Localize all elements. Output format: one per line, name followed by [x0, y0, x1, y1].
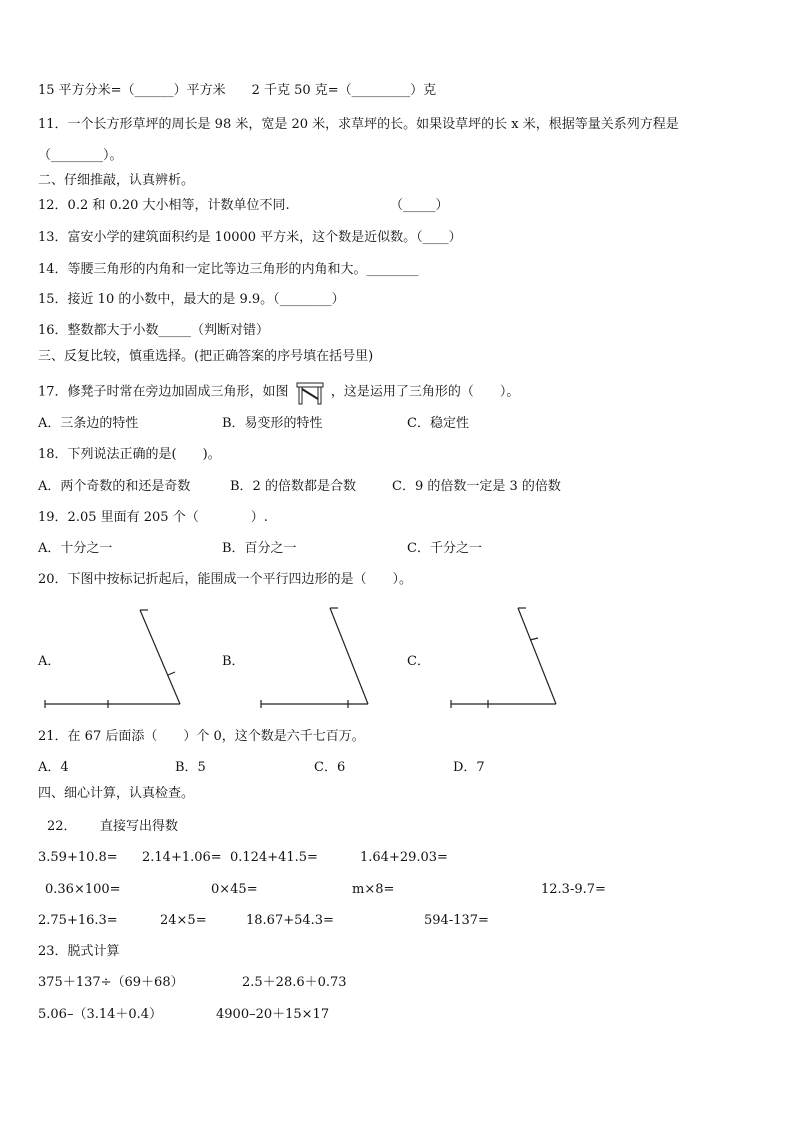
q20-option-b: B． [222, 654, 245, 669]
question-12-answer: （_____） [390, 198, 449, 213]
figure-b [258, 600, 378, 715]
calc-item: 2.75+16.3= [38, 913, 118, 928]
q21-option-c: C．6 [314, 760, 346, 775]
calc-item: 375＋137÷（69＋68） [38, 975, 184, 990]
question-12: 12．0.2 和 0.20 大小相等，计数单位不同. [38, 198, 290, 213]
q19-option-a: A．十分之一 [38, 541, 113, 556]
calc-item: 0×45= [211, 882, 258, 897]
calc-item: m×8= [352, 882, 395, 897]
calc-item: 594-137= [424, 913, 489, 928]
q19-option-c: C．千分之一 [407, 541, 482, 556]
question-19: 19．2.05 里面有 205 个（ ）. [38, 510, 268, 525]
q18-option-a: A．两个奇数的和还是奇数 [38, 479, 191, 494]
figure-a [40, 600, 200, 715]
question-line: 15 平方分米=（______）平方米 2 千克 50 克=（_________）克 [38, 83, 437, 98]
calc-item: 0.124+41.5= [230, 850, 318, 865]
question-21: 21．在 67 后面添（ ）个 0，这个数是六千七百万。 [38, 729, 365, 744]
question-17-text-b: ，这是运用了三角形的（ ）。 [330, 384, 520, 400]
calc-item: 2.14+1.06= [142, 850, 222, 865]
q19-option-b: B．百分之一 [222, 541, 297, 556]
calc-item: 12.3-9.7= [541, 882, 606, 897]
question-14: 14．等腰三角形的内角和一定比等边三角形的内角和大。________ [38, 262, 419, 277]
calc-item: 2.5＋28.6＋0.73 [242, 975, 347, 990]
q17-option-c: C．稳定性 [407, 416, 469, 431]
question-22-number: 22． [47, 819, 77, 834]
q17-option-b: B．易变形的特性 [222, 416, 323, 431]
q21-option-d: D．7 [453, 760, 485, 775]
q17-option-a: A．三条边的特性 [38, 416, 139, 431]
calc-item: 24×5= [160, 913, 207, 928]
question-11-answer: （________）。 [38, 148, 123, 163]
calc-item: 1.64+29.03= [360, 850, 448, 865]
calc-item: 0.36×100= [45, 882, 121, 897]
calc-item: 3.59+10.8= [38, 850, 118, 865]
q18-option-b: B．2 的倍数都是合数 [230, 479, 356, 494]
question-23: 23．脱式计算 [38, 944, 120, 959]
question-15: 15．接近 10 的小数中，最大的是 9.9。（________） [38, 292, 345, 307]
calc-item: 5.06–（3.14＋0.4） [38, 1007, 163, 1022]
calc-item: 18.67+54.3= [246, 913, 334, 928]
section-heading-4: 四、细心计算，认真检查。 [38, 786, 195, 801]
question-18: 18．下列说法正确的是( )。 [38, 447, 221, 462]
q18-option-c: C．9 的倍数一定是 3 的倍数 [392, 479, 561, 494]
q21-option-b: B．5 [175, 760, 206, 775]
question-16: 16．整数都大于小数_____（判断对错） [38, 323, 270, 338]
question-13: 13．富安小学的建筑面积约是 10000 平方米，这个数是近似数。（____） [38, 230, 462, 245]
question-11: 11．一个长方形草坪的周长是 98 米，宽是 20 米，求草坪的长。如果设草坪的长 x 米，根据等量关系列方程是 [38, 117, 679, 132]
question-17 [38, 379, 519, 405]
calc-item: 4900–20＋15×17 [216, 1007, 330, 1022]
section-heading-2: 二、仔细推敲，认真辨析。 [38, 173, 195, 188]
q20-option-c: C． [407, 654, 430, 669]
question-22-title: 直接写出得数 [100, 819, 179, 834]
section-heading-3: 三、反复比较，慎重选择。(把正确答案的序号填在括号里) [38, 349, 374, 364]
question-17-text-a: 17．修凳子时常在旁边加固成三角形，如图 [38, 384, 289, 400]
q20-option-a: A． [38, 654, 61, 669]
stool-icon [295, 379, 325, 405]
question-20: 20．下图中按标记折起后，能围成一个平行四边形的是（ ）。 [38, 572, 413, 587]
q21-option-a: A．4 [38, 760, 69, 775]
figure-c [448, 600, 568, 715]
